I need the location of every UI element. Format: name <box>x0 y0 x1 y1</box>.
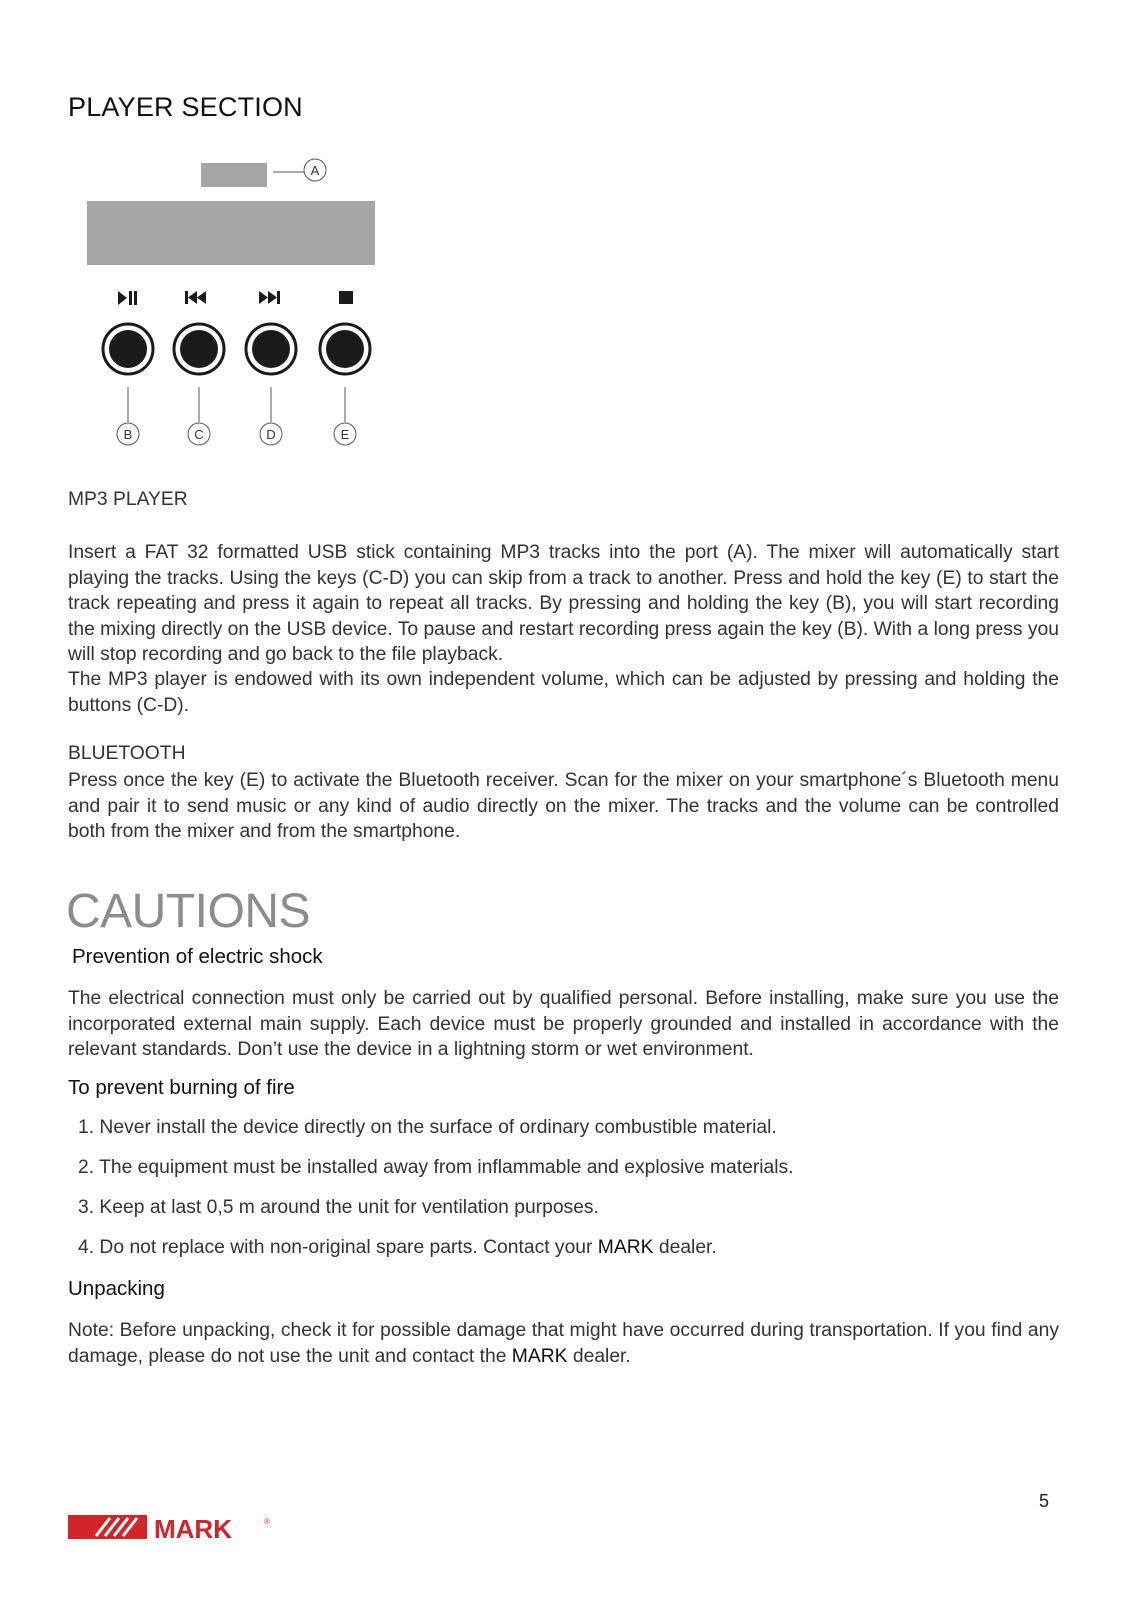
callout-b <box>117 423 139 445</box>
mp3-paragraph-2: The MP3 player is endowed with its own independent volume, which can be adjusted by pressing and holding the buttons (C-D). <box>68 669 1059 716</box>
fire-list-item-3: 3. Keep at last 0,5 m around the unit for ventilation purposes. <box>78 1197 599 1218</box>
unpacking-prefix: Note: Before unpacking, check it for possible damage that might have occurred during transportation. If you find any damage, please do not use the unit and contact the <box>68 1320 1059 1367</box>
display-panel <box>87 201 375 265</box>
fire-list-item-1: 1. Never install the device directly on the surface of ordinary combustible material. <box>78 1117 777 1138</box>
svg-text:B: B <box>123 427 133 442</box>
button-b <box>103 324 153 374</box>
unpacking-suffix: dealer. <box>567 1345 631 1367</box>
registered-mark: ® <box>264 1517 270 1526</box>
svg-text:A: A <box>310 163 320 178</box>
cautions-title: CAUTIONS <box>66 885 311 938</box>
bluetooth-heading: BLUETOOTH <box>68 743 186 764</box>
stop-icon <box>339 291 353 304</box>
brand-name: MARK <box>597 1237 654 1258</box>
logo-text: MARK <box>154 1514 232 1542</box>
callout-e <box>334 423 356 445</box>
play-pause-icon <box>118 291 137 305</box>
previous-track-icon <box>185 291 206 304</box>
unpacking-heading: Unpacking <box>68 1277 165 1300</box>
shock-paragraph: The electrical connection must only be carried out by qualified personal. Before installing, make sure you use the incorporated external main supply. Each device must be properly grounded and installed in accordance with the relevant standards. Don’t use the device in a lightning storm or wet environment. <box>68 988 1059 1061</box>
fire-list-item-4-prefix: 4. Do not replace with non-original spare parts. Contact your <box>78 1237 598 1258</box>
shock-heading: Prevention of electric shock <box>72 945 323 968</box>
button-e <box>320 324 370 374</box>
fire-list-item-4 <box>78 1237 717 1259</box>
callout-d <box>260 423 282 445</box>
page-number: 5 <box>1039 1491 1050 1511</box>
unpacking-paragraph <box>68 1318 1059 1369</box>
callout-c <box>188 423 210 445</box>
brand-name: MARK <box>511 1345 568 1367</box>
button-c <box>174 324 224 374</box>
fire-list-item-4-suffix: dealer. <box>653 1237 717 1258</box>
bluetooth-paragraph: Press once the key (E) to activate the Bluetooth receiver. Scan for the mixer on your smartphone´s Bluetooth menu and pair it to send music or any kind of audio directly on the mixer. The tracks and the volume can be controlled both from the mixer and from the smartphone. <box>68 770 1059 843</box>
fire-heading: To prevent burning of fire <box>68 1076 295 1099</box>
svg-text:C: C <box>194 427 204 442</box>
mp3-player-heading: MP3 PLAYER <box>68 489 188 510</box>
section-title: PLAYER SECTION <box>68 92 303 122</box>
fire-list-item-2: 2. The equipment must be installed away from inflammable and explosive materials. <box>78 1157 794 1178</box>
mp3-paragraph-1: Insert a FAT 32 formatted USB stick containing MP3 tracks into the port (A). The mixer will automatically start playing the tracks. Using the keys (C-D) you can skip from a track to another. Press and hold the key (E) to start the track repeating and press it again to repeat all tracks. By pressing and holding the key (B), you will start recording the mixing directly on the USB device. To pause and restart recording press again the key (B). With a long press you will stop recording and go back to the file playback. <box>68 542 1059 666</box>
next-track-icon <box>259 291 280 304</box>
svg-text:E: E <box>340 427 350 442</box>
svg-text:D: D <box>266 427 276 442</box>
usb-port <box>201 163 267 187</box>
button-d <box>246 324 296 374</box>
mark-logo <box>68 1512 283 1542</box>
player-diagram <box>80 150 400 460</box>
